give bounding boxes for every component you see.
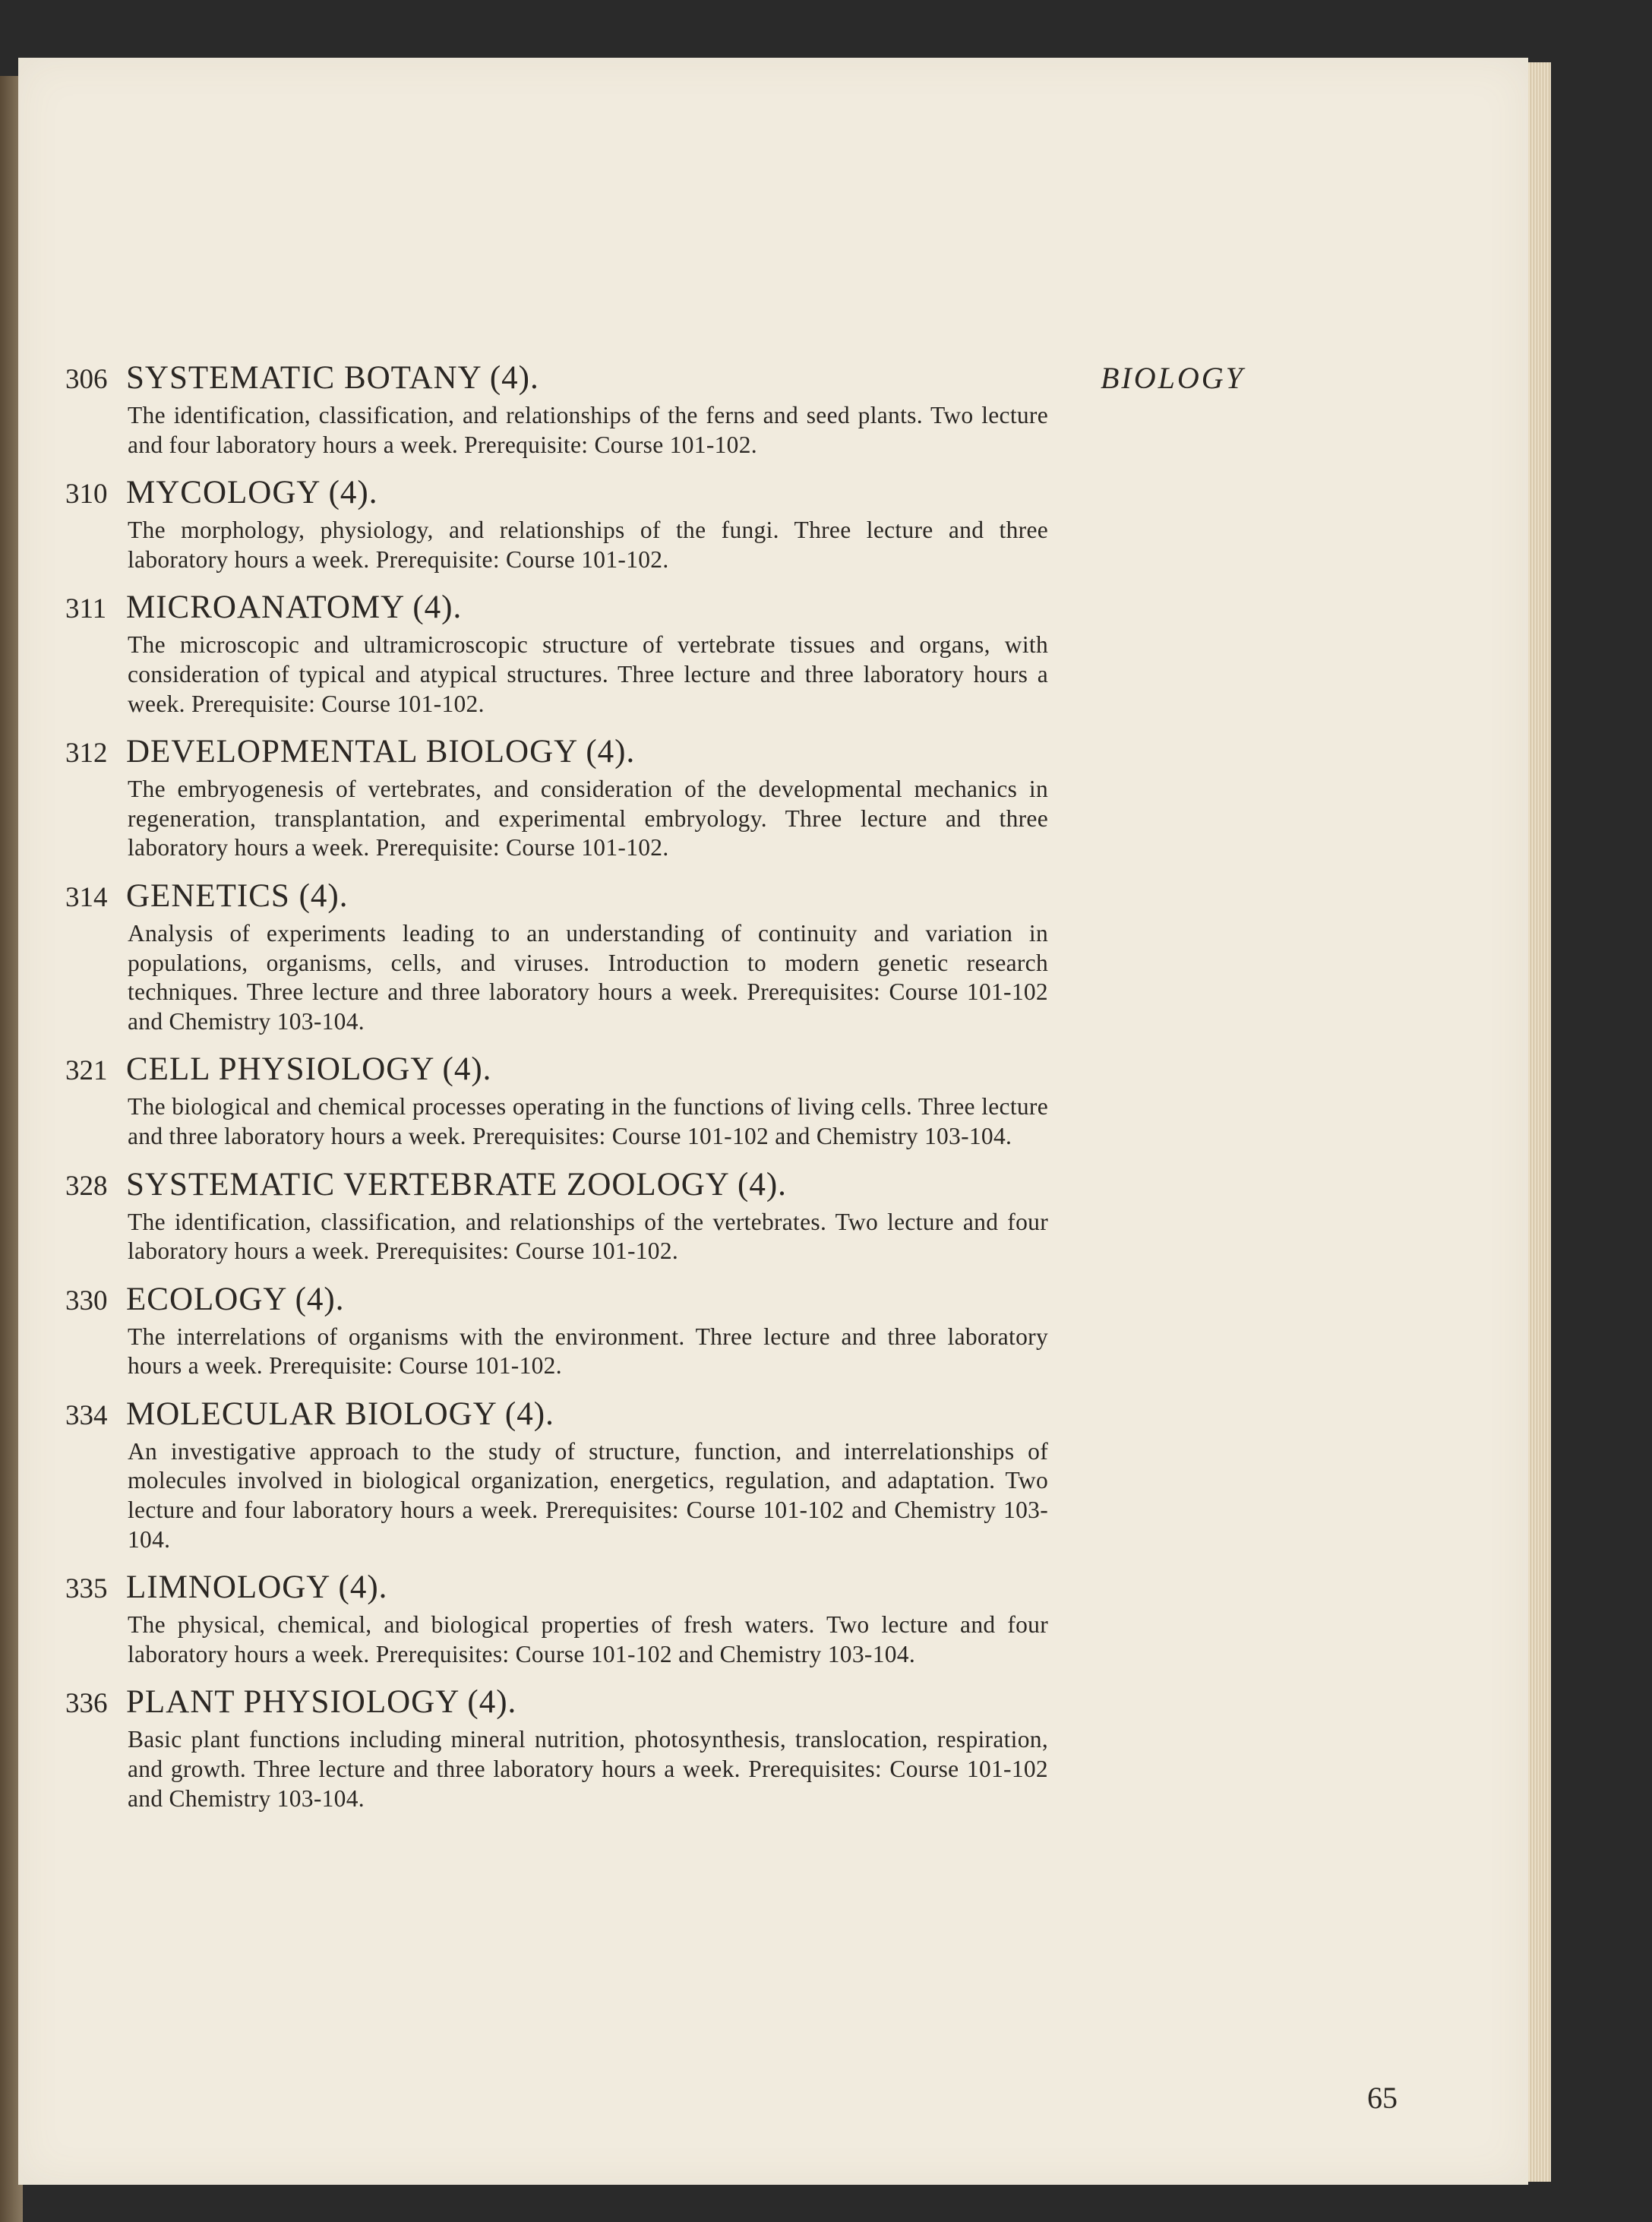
page-edge — [1528, 62, 1551, 2182]
course-description: Analysis of experiments leading to an understanding of continuity and variation in populations, organisms, cells, and viruses. Introduction to modern genetic research techniques. Three lecture and three laboratory hours a week. Prerequisites: Course 101-102 and Chemistry 103-104. — [128, 919, 1048, 1035]
course-number: 334 — [65, 1399, 108, 1431]
course-entry — [18, 1050, 1528, 1151]
course-description: The physical, chemical, and biological properties of fresh waters. Two lecture and four laboratory hours a week. Prerequisites: Course 101-102 and Chemistry 103-104. — [128, 1611, 1048, 1667]
course-description: The identification, classification, and relationships of the ferns and seed plants. Two lecture and four laboratory hours a week. Prerequisite: Course 101-102. — [128, 402, 1048, 458]
course-number: 311 — [65, 593, 107, 625]
course-number: 306 — [65, 364, 108, 395]
course-entry — [18, 1683, 1528, 1813]
course-description: The biological and chemical processes operating in the functions of living cells. Three lecture and three laboratory hours a week. Prerequisites: Course 101-102 and Chemistry 103-104. — [128, 1093, 1048, 1149]
running-head: BIOLOGY — [1101, 361, 1245, 395]
course-description: The embryogenesis of vertebrates, and consideration of the developmental mechanics in regeneration, transplantation, and experimental embryology. Three lecture and three laboratory hours a week. Prerequisite: Course 101-102. — [128, 776, 1048, 861]
course-title: SYSTEMATIC BOTANY (4). — [126, 360, 539, 396]
course-title: PLANT PHYSIOLOGY (4). — [126, 1684, 517, 1721]
course-number: 335 — [65, 1573, 108, 1605]
course-title: GENETICS (4). — [126, 877, 349, 914]
course-number: 328 — [65, 1170, 108, 1202]
course-entry — [18, 1280, 1528, 1381]
course-entry — [18, 588, 1528, 719]
course-title: LIMNOLOGY (4). — [126, 1569, 388, 1606]
course-description: Basic plant functions including mineral nutrition, photosynthesis, translocation, respiration, and growth. Three lecture and three laboratory hours a week. Prerequisites: Course 101-102 and Chemistry 103-104. — [128, 1726, 1048, 1812]
course-description: The interrelations of organisms with the environment. Three lecture and three laboratory hours a week. Prerequisite: Course 101-102. — [128, 1323, 1048, 1380]
course-title: ECOLOGY (4). — [126, 1281, 345, 1317]
page-number: 65 — [1367, 2081, 1398, 2115]
course-description: An investigative approach to the study of structure, function, and interrelationships of molecules involved in biological organization, energetics, regulation, and adaptation. Two lecture and four laboratory hours a week. Prerequisites: Course 101-102 and Chemistry 103-104. — [128, 1437, 1048, 1553]
course-entry — [18, 1568, 1528, 1669]
course-number: 312 — [65, 738, 108, 770]
course-entry — [18, 359, 1528, 460]
catalog-page — [18, 58, 1528, 2185]
course-title: MYCOLOGY (4). — [126, 475, 378, 511]
course-description: The microscopic and ultramicroscopic structure of vertebrate tissues and organs, with consideration of typical and atypical structures. Three lecture and three laboratory hours a week. Prerequisite: Course 101-102. — [128, 631, 1048, 717]
course-entry — [18, 1395, 1528, 1554]
course-entry — [18, 732, 1528, 863]
course-title: MICROANATOMY (4). — [126, 589, 463, 626]
course-number: 330 — [65, 1285, 108, 1316]
course-description: The morphology, physiology, and relationships of the fungi. Three lecture and three laboratory hours a week. Prerequisite: Course 101-102. — [128, 517, 1048, 573]
course-number: 336 — [65, 1688, 108, 1720]
course-title: DEVELOPMENTAL BIOLOGY (4). — [126, 734, 636, 770]
course-entry — [18, 473, 1528, 574]
course-number: 314 — [65, 881, 108, 913]
course-number: 321 — [65, 1055, 108, 1087]
course-number: 310 — [65, 479, 108, 510]
course-description: The identification, classification, and relationships of the vertebrates. Two lecture and four laboratory hours a week. Prerequisites: Course 101-102. — [128, 1208, 1048, 1265]
course-entry — [18, 877, 1528, 1036]
course-entry — [18, 1165, 1528, 1266]
course-title: CELL PHYSIOLOGY (4). — [126, 1051, 492, 1088]
course-title: MOLECULAR BIOLOGY (4). — [126, 1395, 554, 1432]
course-list — [18, 359, 1528, 1827]
course-title: SYSTEMATIC VERTEBRATE ZOOLOGY (4). — [126, 1166, 787, 1203]
